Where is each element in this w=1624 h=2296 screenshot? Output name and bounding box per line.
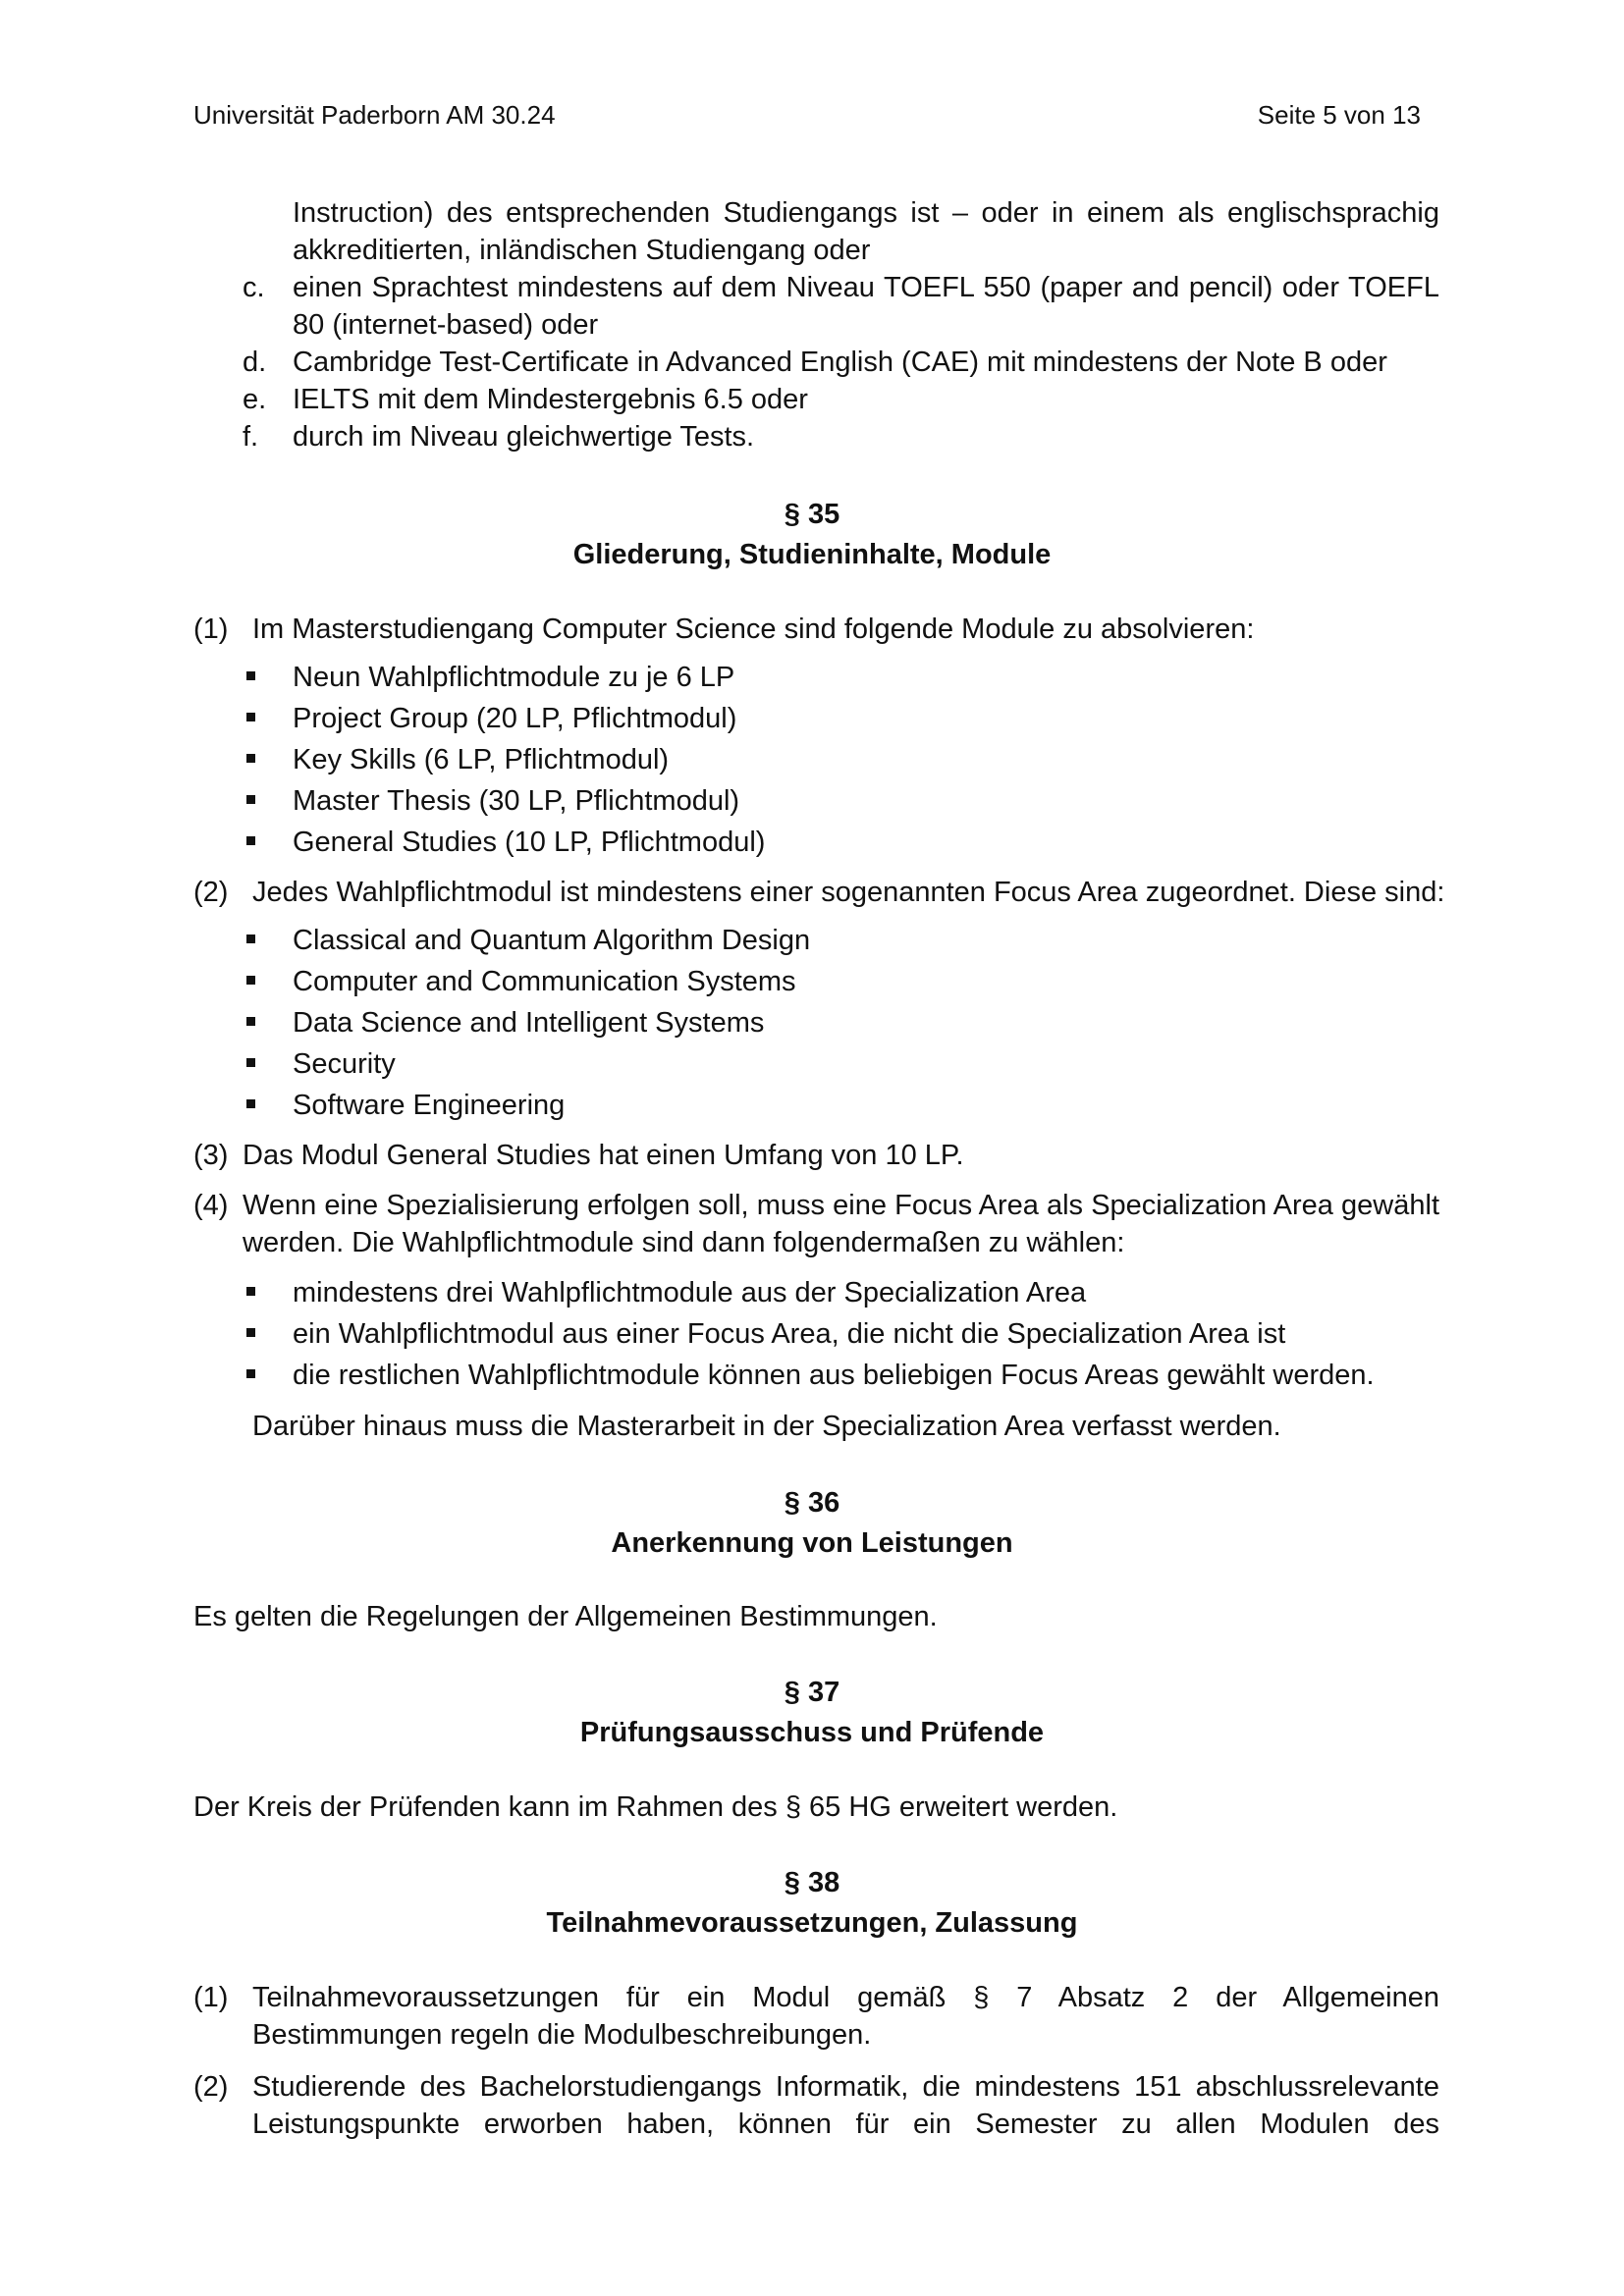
list-marker: c.	[243, 272, 265, 303]
bullet-icon	[246, 1017, 255, 1026]
list-item: Security	[293, 1048, 396, 1080]
section-number: § 35	[784, 499, 840, 530]
bullet-icon	[246, 934, 255, 943]
list-item: Key Skills (6 LP, Pflichtmodul)	[293, 744, 670, 775]
paragraph-text: Im Masterstudiengang Computer Science sind folgende Module zu absolvieren:	[252, 614, 1255, 645]
paragraph-marker: (1)	[193, 614, 229, 645]
list-item: Cambridge Test-Certificate in Advanced English (CAE) mit mindestens der Note B oder	[293, 347, 1387, 378]
bullet-icon	[246, 1058, 255, 1067]
section-title: Gliederung, Studieninhalte, Module	[572, 539, 1052, 570]
list-item: Computer and Communication Systems	[293, 966, 796, 997]
list-item: Data Science and Intelligent Systems	[293, 1007, 765, 1039]
list-item: einen Sprachtest mindestens auf dem Niveau TOEFL 550 (paper and pencil) oder TOEFL 80 (internet-based) oder	[293, 272, 1439, 341]
paragraph-marker: (1)	[193, 1982, 229, 2013]
list-item: Classical and Quantum Algorithm Design	[293, 925, 811, 956]
header-right: Seite 5 von 13	[1257, 100, 1421, 130]
paragraph-marker: (2)	[193, 2071, 229, 2103]
section-title: Anerkennung von Leistungen	[611, 1527, 1013, 1559]
bullet-icon	[246, 1369, 255, 1378]
list-item: die restlichen Wahlpflichtmodule können aus beliebigen Focus Areas gewählt werden.	[293, 1360, 1375, 1391]
list-marker: e.	[243, 384, 267, 415]
section-number: § 37	[784, 1677, 840, 1708]
paragraph-marker: (4)	[193, 1190, 229, 1221]
header-left: Universität Paderborn AM 30.24	[193, 100, 556, 130]
list-item: mindestens drei Wahlpflichtmodule aus der Specialization Area	[293, 1277, 1087, 1308]
list-item: Master Thesis (30 LP, Pflichtmodul)	[293, 785, 740, 817]
list-item: Software Engineering	[293, 1090, 566, 1121]
paragraph-text: Der Kreis der Prüfenden kann im Rahmen des § 65 HG erweitert werden.	[193, 1791, 1118, 1823]
bullet-icon	[246, 976, 255, 985]
list-item: IELTS mit dem Mindestergebnis 6.5 oder	[293, 384, 808, 415]
paragraph-text: Es gelten die Regelungen der Allgemeinen Bestimmungen.	[193, 1601, 938, 1632]
paragraph-marker: (3)	[193, 1140, 229, 1171]
intro-continuation: Instruction) des entsprechenden Studiengangs ist – oder in einem als englischsprachig akkreditierten, inländischen Studiengang oder	[293, 197, 1439, 266]
bullet-icon	[246, 795, 255, 804]
bullet-icon	[246, 713, 255, 721]
list-marker: f.	[243, 421, 259, 453]
list-item: ein Wahlpflichtmodul aus einer Focus Area, die nicht die Specialization Area ist	[293, 1318, 1286, 1350]
list-item: durch im Niveau gleichwertige Tests.	[293, 421, 755, 453]
list-item: Neun Wahlpflichtmodule zu je 6 LP	[293, 662, 735, 693]
bullet-icon	[246, 671, 255, 680]
section-number: § 36	[784, 1487, 840, 1519]
bullet-icon	[246, 754, 255, 763]
list-marker: d.	[243, 347, 267, 378]
bullet-icon	[246, 1099, 255, 1108]
paragraph-text: Wenn eine Spezialisierung erfolgen soll, muss eine Focus Area als Specialization Area gewählt werden. Die Wahlpflichtmodule sind dann folgendermaßen zu wählen:	[243, 1190, 1439, 1258]
bullet-icon	[246, 1328, 255, 1337]
list-item: Project Group (20 LP, Pflichtmodul)	[293, 703, 737, 734]
section-number: § 38	[784, 1867, 840, 1898]
paragraph-text: Das Modul General Studies hat einen Umfang von 10 LP.	[243, 1140, 964, 1171]
paragraph-text: Studierende des Bachelorstudiengangs Informatik, die mindestens 151 abschlussrelevante Leistungspunkte erworben haben, können für ein Semester zu allen Modulen des	[252, 2071, 1439, 2140]
bullet-icon	[246, 836, 255, 845]
section-title: Teilnahmevoraussetzungen, Zulassung	[546, 1907, 1078, 1939]
paragraph-text: Teilnahmevoraussetzungen für ein Modul gemäß § 7 Absatz 2 der Allgemeinen Bestimmungen regeln die Modulbeschreibungen.	[252, 1982, 1439, 2051]
section-title: Prüfungsausschuss und Prüfende	[579, 1717, 1045, 1748]
paragraph-text: Darüber hinaus muss die Masterarbeit in der Specialization Area verfasst werden.	[252, 1411, 1281, 1442]
bullet-icon	[246, 1287, 255, 1296]
paragraph-marker: (2)	[193, 877, 229, 908]
paragraph-text: Jedes Wahlpflichtmodul ist mindestens einer sogenannten Focus Area zugeordnet. Diese sind:	[252, 877, 1445, 908]
list-item: General Studies (10 LP, Pflichtmodul)	[293, 827, 766, 858]
